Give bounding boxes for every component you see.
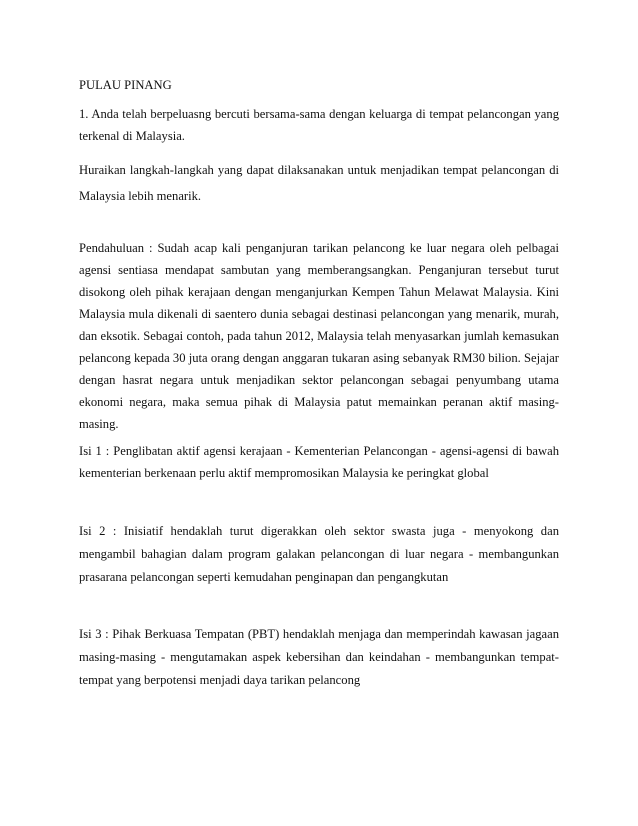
point-2-paragraph: Isi 2 : Inisiatif hendaklah turut digerakkan oleh sektor swasta juga - menyokong dan mengambil bahagian dalam program galakan pelancongan di luar negara - membangunkan prasarana pelancongan seperti kemudahan penginapan dan pengangkutan [79, 524, 559, 584]
question-1-text: 1. Anda telah berpeluasng bercuti bersama-sama dengan keluarga di tempat pelancongan yang terkenal di Malaysia. [79, 107, 559, 143]
question-2-text: Huraikan langkah-langkah yang dapat dilaksanakan untuk menjadikan tempat pelancongan di Malaysia lebih menarik. [79, 163, 559, 203]
introduction-paragraph: Pendahuluan : Sudah acap kali penganjuran tarikan pelancong ke luar negara oleh pelbagai agensi sentiasa mendapat sambutan yang memberangsangkan. Penganjuran tersebut turut disokong oleh pihak kerajaan dengan menganjurkan Kempen Tahun Melawat Malaysia. Kini Malaysia mula dikenali di saentero dunia sebagai destinasi pelancongan yang menarik, murah, dan eksotik. Sebagai contoh, pada tahun 2012, Malaysia telah menyasarkan jumlah kemasukan pelancong kepada 30 juta orang dengan anggaran tukaran asing sebanyak RM30 bilion. Sejajar dengan hasrat negara untuk menjadikan sektor pelancongan sebagai penyumbang utama ekonomi negara, maka semua pihak di Malaysia patut memainkan peranan aktif masing-masing. [79, 241, 559, 431]
point-1-paragraph: Isi 1 : Penglibatan aktif agensi kerajaan - Kementerian Pelancongan - agensi-agensi di bawah kementerian berkenaan perlu aktif mempromosikan Malaysia ke peringkat global [79, 444, 559, 480]
document-heading: PULAU PINANG [79, 78, 172, 92]
point-3-paragraph: Isi 3 : Pihak Berkuasa Tempatan (PBT) hendaklah menjaga dan memperindah kawasan jagaan masing-masing - mengutamakan aspek kebersihan dan keindahan - membangunkan tempat-tempat yang berpotensi menjadi daya tarikan pelancong [79, 627, 559, 687]
